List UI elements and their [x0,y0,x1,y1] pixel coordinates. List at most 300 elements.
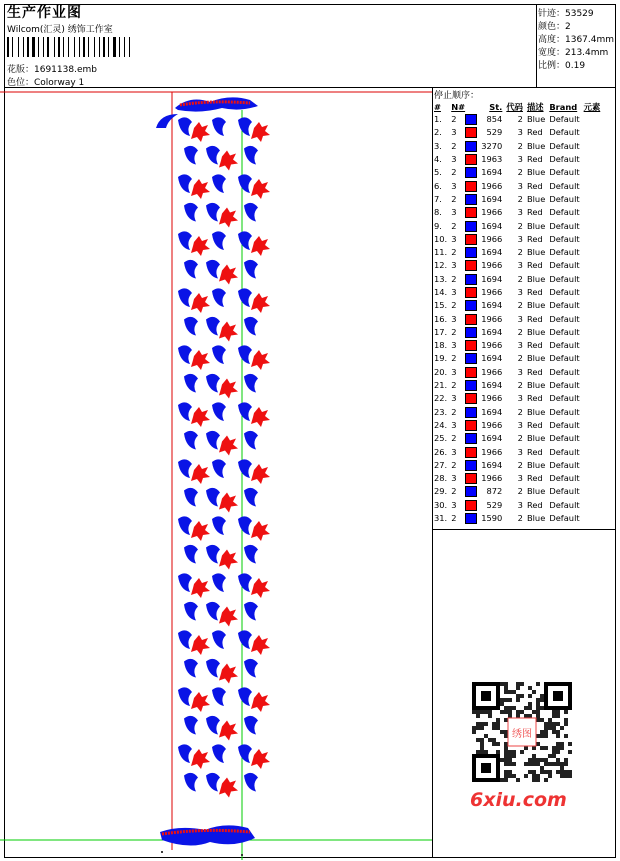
row-index: 1. [434,114,442,125]
row-description: Red [526,207,543,218]
row-needle [449,459,479,472]
col-brand: Brand [549,102,578,112]
row-needle-number: 2 [451,406,457,417]
row-needle [449,432,479,445]
row-needle-number: 2 [451,486,457,497]
color-swatch [465,513,477,524]
table-row [432,166,602,179]
row-code: 2 [517,247,523,258]
row-element [582,392,603,405]
row-needle [449,499,479,512]
row-stitches: 1694 [481,167,503,178]
row-description: Red [526,287,543,297]
row-code: 2 [517,220,523,231]
color-swatch [465,393,477,404]
row-description: Blue [526,114,546,125]
color-swatch [465,486,477,497]
table-row [432,512,602,525]
row-code: 3 [517,207,523,218]
row-needle-number: 3 [451,180,457,191]
row-stitches: 1966 [481,233,503,244]
row-brand: Default [549,326,580,337]
watermark-logo: 6xiu.com [470,789,567,811]
table-row [432,459,602,472]
table-row [432,219,602,232]
row-code: 2 [517,273,523,284]
color-swatch [465,460,477,471]
row-index: 4. [434,154,442,165]
embroidery-preview [0,90,432,861]
row-stitches: 1694 [481,433,503,444]
row-description: Blue [526,273,546,284]
row-index: 21. [434,380,448,391]
row-brand: Default [549,513,580,524]
row-code: 3 [517,127,523,138]
row-code: 3 [517,180,523,191]
row-needle [449,206,479,219]
row-needle-number: 2 [451,326,457,337]
table-row [432,179,602,192]
color-swatch [465,314,477,325]
row-description: Blue [526,300,546,311]
row-index: 20. [434,366,448,377]
row-description: Blue [526,140,546,151]
col-code: 代码 [506,102,523,112]
row-description: Red [526,127,543,138]
color-swatch [465,274,477,285]
row-brand: Default [549,499,580,510]
row-description: Red [526,393,543,404]
row-element [582,126,603,139]
color-swatch [465,367,477,378]
row-needle-number: 2 [451,459,457,470]
barcode-image [7,37,143,57]
row-description: Red [526,366,543,377]
row-code: 3 [517,287,523,297]
row-brand: Default [549,459,580,470]
row-index: 18. [434,340,448,351]
row-description: Red [526,180,543,191]
row-stitches: 1966 [481,207,503,218]
row-element [582,113,603,126]
qr-badge: 绣图 [512,729,532,740]
row-needle [449,166,479,179]
row-needle-number: 2 [451,167,457,178]
row-element [582,206,603,219]
row-brand: Default [549,340,580,351]
col-element: 元素 [583,102,601,112]
row-stitches: 1694 [481,273,503,284]
color-swatch [465,473,477,484]
row-brand: Default [549,154,580,165]
stop-sequence-table [432,101,602,525]
row-element [582,432,603,445]
table-row [432,140,602,153]
row-index: 31. [434,513,448,524]
row-needle [449,246,479,259]
row-needle-number: 3 [451,419,457,430]
row-stitches: 854 [486,114,503,125]
row-index: 23. [434,406,448,417]
table-row [432,233,602,246]
table-row [432,445,602,458]
row-code: 3 [517,366,523,377]
row-needle [449,140,479,153]
color-swatch [465,420,477,431]
row-element [582,312,603,325]
row-index: 2. [434,127,442,138]
color-swatch [465,154,477,165]
row-brand: Default [549,473,580,484]
row-code: 2 [517,114,523,125]
table-row [432,126,602,139]
row-element [582,233,603,246]
row-description: Blue [526,513,546,524]
color-count: 颜色：2 [538,22,571,32]
row-index: 13. [434,273,448,284]
row-code: 2 [517,193,523,204]
row-brand: Default [549,313,580,324]
row-index: 28. [434,473,448,484]
colorway-label: 色位：Colorway 1 [7,78,85,88]
row-code: 2 [517,353,523,364]
table-row [432,312,602,325]
color-swatch [465,340,477,351]
col-stitches: St. [489,102,503,112]
row-element [582,179,603,192]
color-swatch [465,234,477,245]
row-stitches: 1966 [481,180,503,191]
row-stitches: 1966 [481,473,503,484]
row-code: 2 [517,167,523,178]
row-element [582,419,603,432]
row-brand: Default [549,300,580,311]
table-row [432,352,602,365]
row-needle [449,113,479,126]
row-stitches: 1694 [481,406,503,417]
row-description: Red [526,313,543,324]
table-row [432,392,602,405]
color-swatch [465,447,477,458]
table-row [432,379,602,392]
row-brand: Default [549,366,580,377]
row-index: 8. [434,207,442,218]
row-brand: Default [549,127,580,138]
row-index: 9. [434,220,442,231]
row-stitches: 1963 [481,154,503,165]
row-brand: Default [549,446,580,457]
row-needle [449,512,479,525]
row-brand: Default [549,247,580,258]
row-index: 3. [434,140,442,151]
row-element [582,259,603,272]
row-code: 3 [517,499,523,510]
row-needle [449,286,479,299]
row-needle-number: 3 [451,207,457,218]
row-index: 22. [434,393,448,404]
row-description: Blue [526,247,546,258]
row-element [582,445,603,458]
row-description: Red [526,154,543,165]
row-element [582,485,603,498]
row-code: 2 [517,406,523,417]
row-needle [449,299,479,312]
row-stitches: 1694 [481,220,503,231]
row-stitches: 1966 [481,366,503,377]
table-row [432,286,602,299]
row-element [582,366,603,379]
row-index: 26. [434,446,448,457]
row-stitches: 1966 [481,419,503,430]
row-needle-number: 3 [451,127,457,138]
row-element [582,246,603,259]
stop-sequence-title: 停止顺序： [434,91,480,101]
row-description: Blue [526,167,546,178]
color-swatch [465,207,477,218]
row-stitches: 3270 [481,140,503,151]
row-description: Blue [526,326,546,337]
row-element [582,299,603,312]
row-stitches: 1590 [481,513,503,524]
row-brand: Default [549,180,580,191]
row-brand: Default [549,167,580,178]
row-stitches: 1694 [481,300,503,311]
table-row [432,259,602,272]
table-row [432,206,602,219]
row-index: 14. [434,287,448,297]
row-needle-number: 2 [451,114,457,125]
table-row [432,419,602,432]
row-code: 3 [517,154,523,165]
row-brand: Default [549,193,580,204]
row-element [582,286,603,299]
color-swatch [465,300,477,311]
table-row [432,299,602,312]
row-element [582,339,603,352]
row-description: Blue [526,193,546,204]
color-swatch [465,181,477,192]
row-needle-number: 3 [451,393,457,404]
row-code: 2 [517,326,523,337]
row-code: 3 [517,446,523,457]
row-index: 29. [434,486,448,497]
row-needle [449,379,479,392]
row-description: Red [526,473,543,484]
design-height: 高度：1367.4mm [538,35,615,45]
row-index: 5. [434,167,442,178]
row-needle [449,339,479,352]
row-needle [449,406,479,419]
row-brand: Default [549,419,580,430]
row-code: 3 [517,313,523,324]
row-needle [449,326,479,339]
row-code: 3 [517,260,523,271]
table-row [432,499,602,512]
row-needle-number: 2 [451,273,457,284]
row-brand: Default [549,380,580,391]
row-brand: Default [549,353,580,364]
row-index: 19. [434,353,448,364]
color-swatch [465,407,477,418]
row-needle [449,179,479,192]
table-row [432,472,602,485]
table-row [432,113,602,126]
row-description: Red [526,446,543,457]
row-stitches: 872 [486,486,503,497]
row-needle [449,445,479,458]
row-brand: Default [549,486,580,497]
table-row [432,339,602,352]
row-needle-number: 3 [451,233,457,244]
row-code: 3 [517,473,523,484]
row-needle-number: 2 [451,300,457,311]
row-code: 2 [517,433,523,444]
row-index: 6. [434,180,442,191]
company-name: Wilcom(汇灵) 绣饰工作室 [7,25,113,35]
row-code: 3 [517,233,523,244]
row-brand: Default [549,433,580,444]
table-row [432,273,602,286]
row-index: 11. [434,247,448,258]
row-needle-number: 2 [451,433,457,444]
table-row [432,153,602,166]
row-needle [449,392,479,405]
color-swatch [465,380,477,391]
row-needle [449,485,479,498]
row-needle-number: 2 [451,353,457,364]
row-brand: Default [549,260,580,271]
row-element [582,499,603,512]
row-description: Blue [526,220,546,231]
row-element [582,472,603,485]
row-stitches: 1966 [481,287,503,297]
color-swatch [465,127,477,138]
row-description: Red [526,233,543,244]
row-description: Blue [526,353,546,364]
color-swatch [465,287,477,298]
row-index: 15. [434,300,448,311]
row-needle [449,193,479,206]
row-description: Blue [526,406,546,417]
color-swatch [465,114,477,125]
row-element [582,512,603,525]
row-index: 10. [434,233,448,244]
color-swatch [465,247,477,258]
row-brand: Default [549,114,580,125]
row-index: 30. [434,499,448,510]
row-element [582,140,603,153]
row-stitches: 1966 [481,446,503,457]
row-needle [449,273,479,286]
table-row [432,193,602,206]
color-swatch [465,167,477,178]
row-brand: Default [549,207,580,218]
row-needle-number: 2 [451,380,457,391]
table-row [432,246,602,259]
design-width: 宽度：213.4mm [538,48,609,58]
row-needle-number: 2 [451,513,457,524]
row-code: 2 [517,486,523,497]
row-needle-number: 3 [451,313,457,324]
color-swatch [465,500,477,511]
col-description: 描述 [526,102,544,112]
row-index: 16. [434,313,448,324]
row-code: 3 [517,340,523,351]
page-title: 生产作业图 [7,5,82,21]
table-row [432,406,602,419]
table-row [432,366,602,379]
table-row [432,326,602,339]
row-brand: Default [549,140,580,151]
color-swatch [465,353,477,364]
color-swatch [465,141,477,152]
row-needle [449,419,479,432]
row-needle-number: 3 [451,154,457,165]
row-code: 2 [517,300,523,311]
table-row [432,485,602,498]
design-scale: 比例：0.19 [538,61,586,71]
row-index: 7. [434,193,442,204]
row-description: Blue [526,380,546,391]
col-needle: N# [451,102,466,112]
row-element [582,193,603,206]
row-brand: Default [549,393,580,404]
row-needle-number: 3 [451,366,457,377]
row-code: 2 [517,459,523,470]
row-description: Red [526,340,543,351]
row-element [582,326,603,339]
row-needle [449,219,479,232]
stitch-count: 针迹：53529 [538,9,594,19]
row-brand: Default [549,220,580,231]
row-brand: Default [549,233,580,244]
row-index: 27. [434,459,448,470]
color-swatch [465,327,477,338]
row-code: 2 [517,513,523,524]
color-swatch [465,260,477,271]
row-needle-number: 3 [451,499,457,510]
color-swatch [465,221,477,232]
row-element [582,166,603,179]
row-index: 12. [434,260,448,271]
row-needle-number: 3 [451,446,457,457]
row-stitches: 1694 [481,193,503,204]
row-needle-number: 3 [451,287,457,297]
row-stitches: 1966 [481,340,503,351]
row-index: 25. [434,433,448,444]
design-filename: 花版：1691138.emb [7,65,97,75]
row-brand: Default [549,273,580,284]
row-description: Red [526,499,543,510]
row-needle [449,366,479,379]
row-element [582,219,603,232]
row-stitches: 1966 [481,260,503,271]
row-description: Blue [526,486,546,497]
row-needle [449,233,479,246]
row-stitches: 529 [486,499,503,510]
row-element [582,153,603,166]
row-needle [449,472,479,485]
row-description: Blue [526,433,546,444]
row-element [582,379,603,392]
row-needle-number: 2 [451,247,457,258]
row-description: Red [526,419,543,430]
row-needle [449,312,479,325]
row-stitches: 1966 [481,313,503,324]
row-element [582,406,603,419]
row-needle [449,259,479,272]
row-needle [449,153,479,166]
